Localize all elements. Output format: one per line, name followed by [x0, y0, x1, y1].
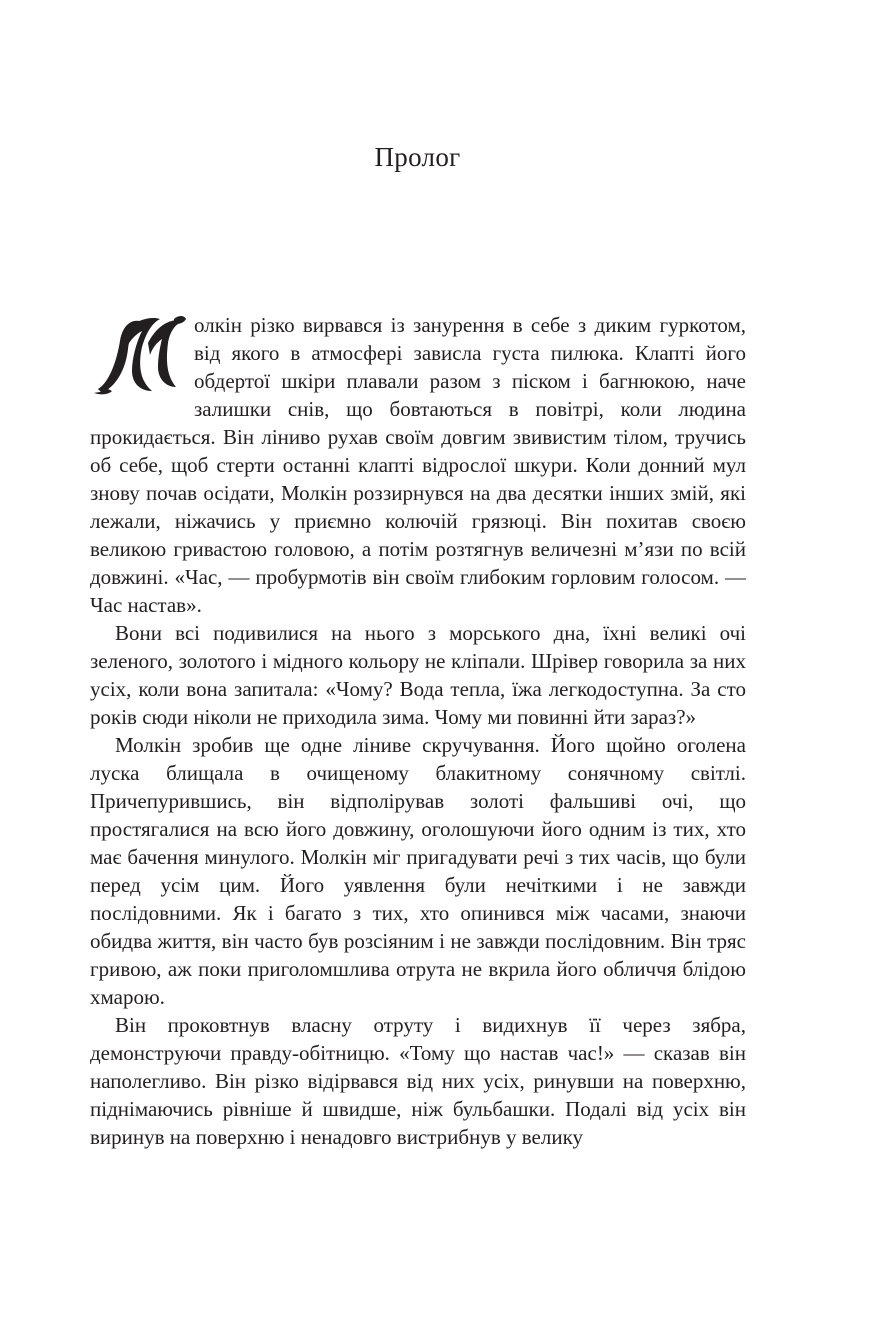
chapter-title: Пролог [374, 142, 461, 172]
paragraph-3: Молкін зробив ще одне ліниве скручування. Його щойно оголена луска блищала в очищеному блакитному сонячному світлі. Причепурившись, він відполірував золоті фальшиві очі, що простягалися на всю його довжину, оголошуючи його одним із тих, хто має бачення минулого. Молкін міг пригадувати речі з тих часів, що були перед усім цим. Його уявлення були нечіткими і не завжди послідовними. Як і багато з тих, хто опинився між часами, знаючи обидва життя, він часто був розсіяним і не завжди послідовним. Він тряс гривою, аж поки приголомшлива отрута не вкрила його обличчя блідою хмарою. [90, 733, 746, 1009]
chapter-body [90, 311, 746, 1151]
drop-cap-ornament [90, 313, 188, 397]
paragraph-4: Він проковтнув власну отруту і видихнув її через зябра, демонструючи правду-обітницю. «Тому що настав час!» — сказав він наполегливо. Він різко відірвався від них усіх, ринувши на поверхню, піднімаючись рівніше й швидше, ніж бульбашки. Подалі від усіх він виринув на поверхню і ненадовго вистрибнув у велику [90, 1013, 746, 1149]
paragraph-1-text: олкін різко вирвався із занурення в себе з диким гуркотом, від якого в атмосфері зависла густа пилюка. Клапті його обдертої шкіри плавали разом з піском і багнюкою, наче залишки снів, що бовтаються в повітрі, коли людина прокидається. Він ліниво рухав своїм довгим звивистим тілом, тручись об себе, щоб стерти останні клапті відрослої шкури. Коли донний мул знову почав осідати, Молкін роззирнувся на два десятки інших змій, які лежали, ніжачись у приємно колючій грязюці. Він похитав своєю великою гривастою головою, а потім розтягнув величезні м’язи по всій довжині. «Час, — пробурмотів він своїм глибоким горловим голосом. — Час настав». [90, 313, 746, 617]
paragraph-1 [90, 311, 746, 619]
drop-cap-svg [90, 313, 188, 397]
paragraph-2: Вони всі подивилися на нього з морського дна, їхні великі очі зеленого, золотого і мідного кольору не кліпали. Шрівер говорила за них усіх, коли вона запитала: «Чому? Вода тепла, їжа легкодоступна. За сто років сюди ніколи не приходила зима. Чому ми повинні йти зараз?» [90, 621, 746, 729]
